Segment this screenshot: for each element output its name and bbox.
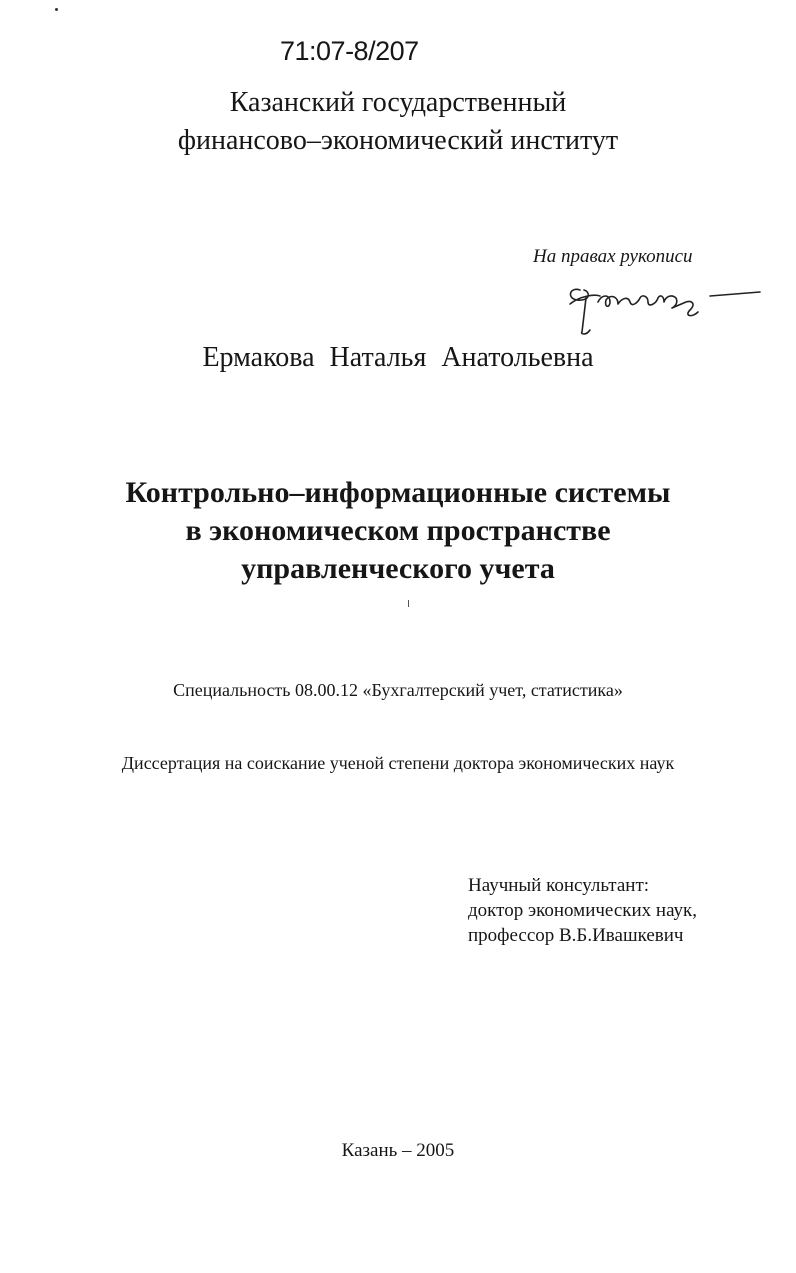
title-line-3: управленческого учета [241,552,555,585]
consultant-line-2: доктор экономических наук, [468,900,698,921]
institute-line-1: Казанский государственный [229,87,567,118]
dissertation-title [0,474,796,588]
catalog-number: 71:07-8/207 [280,36,419,66]
consultant-line-1: Научный консультант: [468,875,650,896]
handwritten-signature [560,272,770,342]
scan-mark [408,600,409,607]
author-name: Ермакова Наталья Анатольевна [202,342,594,373]
scientific-consultant [468,873,697,948]
title-line-2: в экономическом пространстве [185,514,611,547]
title-line-1: Контрольно–информационные системы [125,476,671,509]
manuscript-rights-note: На правах рукописи [533,246,693,267]
consultant-line-3: профессор В.Б.Ивашкевич [468,925,684,946]
degree-line: Диссертация на соискание ученой степени доктора экономических наук [121,753,675,773]
specialty-line: Специальность 08.00.12 «Бухгалтерский учет, статистика» [173,680,623,700]
institute-name [0,84,796,160]
institute-line-2: финансово–экономический институт [177,125,619,156]
scan-speck [55,8,58,11]
city-year: Казань – 2005 [341,1140,455,1161]
